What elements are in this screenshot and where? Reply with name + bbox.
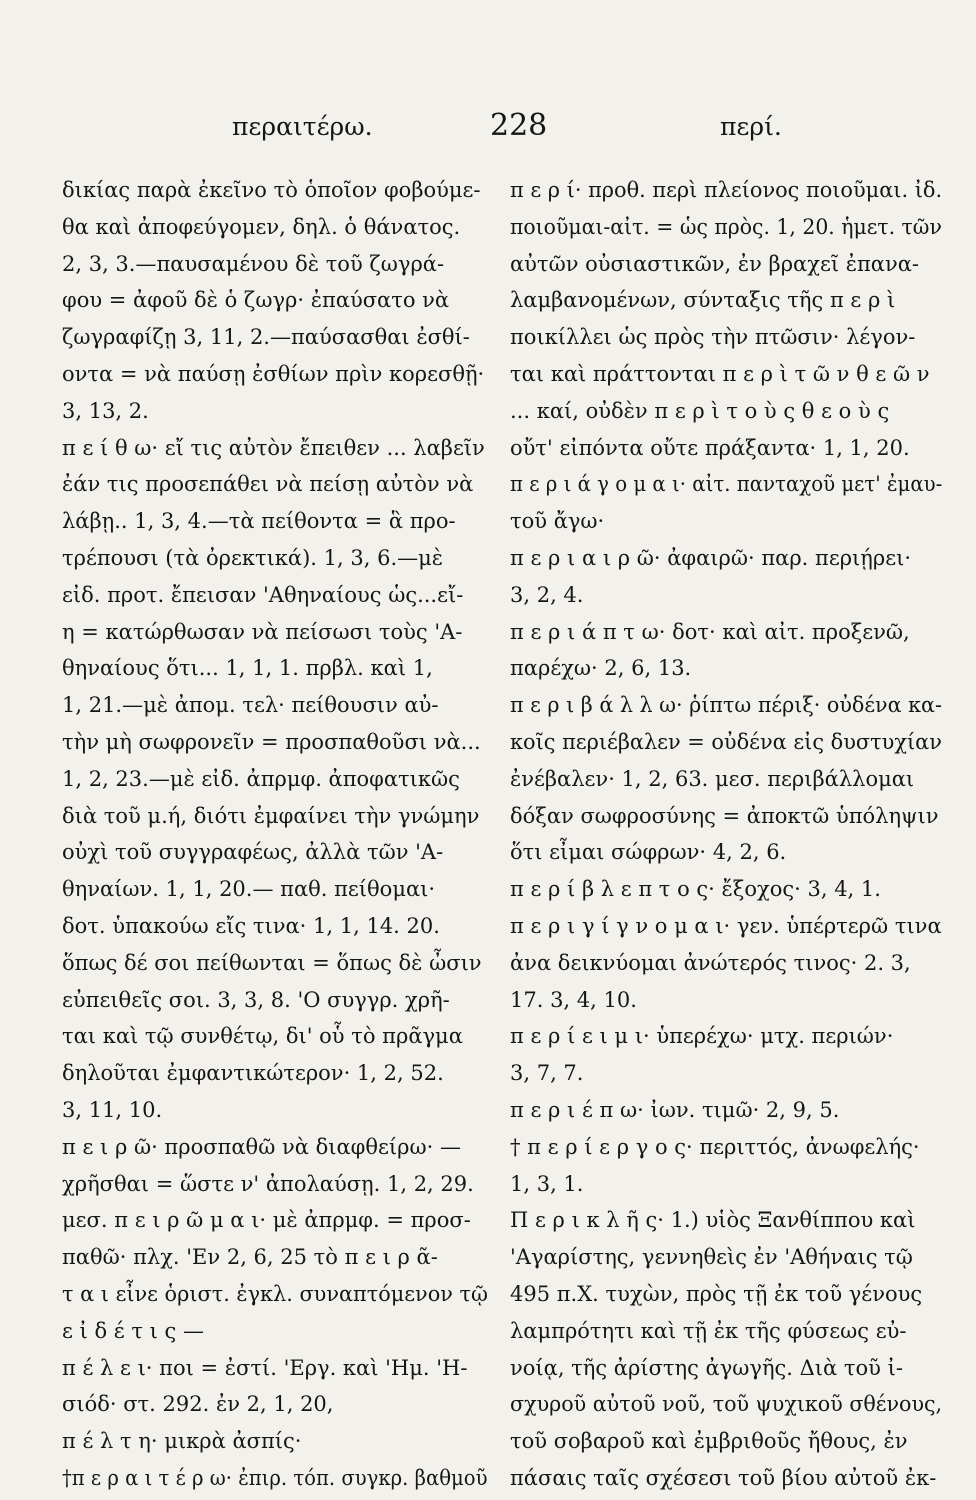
- text-line: ἀνα δεικνύομαι ἀνώτερός τινος· 2. 3,: [510, 950, 911, 975]
- text-line: 495 π.Χ. τυχὼν, πρὸς τῇ ἐκ τοῦ γένους: [510, 1281, 923, 1306]
- text-line: εἰδ. προτ. ἔπεισαν 'Αθηναίους ὡς...εἴ-: [62, 582, 464, 607]
- text-line: 2, 3, 3.—παυσαμένου δὲ τοῦ ζωγρά-: [62, 251, 445, 276]
- text-line: χρῆσθαι = ὥστε ν' ἀπολαύσῃ. 1, 2, 29.: [62, 1171, 474, 1196]
- text-line: κοῖς περιέβαλεν = οὐδένα εἰς δυστυχίαν: [510, 729, 942, 754]
- text-line: παθῶ· πλχ. 'Εν 2, 6, 25 τὸ π ε ι ρ ᾶ-: [62, 1245, 438, 1270]
- right-column: [510, 172, 942, 1497]
- text-line: 3, 13, 2.: [62, 398, 149, 423]
- text-line: π ε ρ ί β λ ε π τ ο ς· ἔξοχος· 3, 4, 1.: [510, 877, 881, 902]
- text-line: ὅτι εἶμαι σώφρων· 4, 2, 6.: [510, 840, 787, 865]
- text-line: π ε ρ ί ε ι μ ι· ὑπερέχω· μτχ. περιών·: [510, 1024, 894, 1049]
- text-line: ποιοῦμαι-αἰτ. = ὡς πρὸς. 1, 20. ἡμετ. τῶν: [510, 214, 942, 239]
- text-line: τρέπουσι (τὰ ὀρεκτικά). 1, 3, 6.—μὲ: [62, 545, 444, 570]
- text-line: π ε ί θ ω· εἴ τις αὐτὸν ἔπειθεν ... λαβεῖν: [62, 435, 485, 460]
- text-line: φου = ἀφοῦ δὲ ὁ ζωγρ· ἐπαύσατο νὰ: [62, 288, 450, 313]
- text-line: δοτ. ὑπακούω εἴς τινα· 1, 1, 14. 20.: [62, 913, 440, 938]
- text-line: ται καὶ πράττονται π ε ρ ὶ τ ῶ ν θ ε ῶ ν: [510, 361, 930, 386]
- text-line: τὴν μὴ σωφρονεῖν = προσπαθοῦσι νὰ...: [62, 729, 481, 754]
- text-line: αὐτῶν οὐσιαστικῶν, ἐν βραχεῖ ἐπανα-: [510, 251, 920, 276]
- text-line: δικίας παρὰ ἐκεῖνο τὸ ὁποῖον φοβούμε-: [62, 178, 481, 202]
- text-line: 1, 21.—μὲ ἀπομ. τελ· πείθουσιν αὐ-: [62, 693, 439, 718]
- text-line: 3, 7, 7.: [510, 1061, 584, 1086]
- text-line: ποικίλλει ὡς πρὸς τὴν πτῶσιν· λέγον-: [510, 325, 916, 350]
- text-line: ζωγραφίζῃ 3, 11, 2.—παύσασθαι ἐσθί-: [62, 325, 470, 350]
- text-line: θηναίους ὅτι... 1, 1, 1. πρβλ. καὶ 1,: [62, 656, 433, 681]
- text-line: δόξαν σωφροσύνης = ἀποκτῶ ὑπόληψιν: [510, 803, 939, 828]
- text-line: διὰ τοῦ μ.ή, διότι ἐμφαίνει τὴν γνώμην: [62, 803, 480, 828]
- text-line: σχυροῦ αὐτοῦ νοῦ, τοῦ ψυχικοῦ σθένους,: [510, 1392, 943, 1417]
- text-line: πάσαις ταῖς σχέσεσι τοῦ βίου αὐτοῦ ἐκ-: [510, 1465, 937, 1490]
- text-line: 1, 2, 23.—μὲ εἰδ. ἀπρμφ. ἀποφατικῶς: [62, 766, 460, 791]
- text-line: ἐάν τις προσεπάθει νὰ πείσῃ αὐτὸν νὰ: [62, 472, 474, 497]
- text-line: τοῦ σοβαροῦ καὶ ἐμβριθοῦς ἤθους, ἐν: [510, 1429, 908, 1454]
- text-line: σιόδ· στ. 292. ἐν 2, 1, 20,: [62, 1392, 334, 1417]
- text-line: π ε ρ ι γ ί γ ν ο μ α ι· γεν. ὑπέρτερῶ τινα: [510, 913, 942, 938]
- text-line: †π ε ρ α ι τ έ ρ ω· ἐπιρ. τόπ. συγκρ. βαθμοῦ: [62, 1465, 488, 1490]
- text-line: Π ε ρ ι κ λ ῆ ς· 1.) υἱὸς Ξανθίππου καὶ: [510, 1208, 916, 1233]
- text-line: εὐπειθεῖς σοι. 3, 3, 8. 'Ο συγγρ. χρῆ-: [62, 987, 450, 1012]
- text-line: νοίᾳ, τῆς ἀρίστης ἀγωγῆς. Διὰ τοῦ ἰ-: [510, 1355, 903, 1380]
- text-line: η = κατώρθωσαν νὰ πείσωσι τοὺς 'Α-: [62, 619, 463, 644]
- text-line: π έ λ τ η· μικρὰ ἀσπίς·: [62, 1429, 302, 1454]
- text-line: ... καί, οὐδὲν π ε ρ ὶ τ ο ὺ ς θ ε ο ὺ ς: [510, 398, 890, 423]
- text-line: 1, 3, 1.: [510, 1171, 584, 1196]
- text-line: θηναίων. 1, 1, 20.— παθ. πείθομαι·: [62, 877, 436, 902]
- text-line: μεσ. π ε ι ρ ῶ μ α ι· μὲ ἀπρμφ. = προσ-: [62, 1208, 471, 1233]
- text-line: 3, 11, 10.: [62, 1097, 163, 1122]
- text-line: π ε ρ ι α ι ρ ῶ· ἀφαιρῶ· παρ. περιῄρει·: [510, 545, 911, 570]
- text-line: παρέχω· 2, 6, 13.: [510, 656, 692, 681]
- text-line: λαμβανομένων, σύνταξις τῆς π ε ρ ὶ: [510, 288, 896, 313]
- text-line: π ε ι ρ ῶ· προσπαθῶ νὰ διαφθείρω· —: [62, 1134, 461, 1159]
- text-line: δηλοῦται ἐμφαντικώτερον· 1, 2, 52.: [62, 1061, 444, 1086]
- text-line: ὅπως δέ σοι πείθωνται = ὅπως δὲ ὦσιν: [62, 950, 482, 975]
- left-column: [62, 172, 488, 1497]
- page-number: 228: [490, 108, 548, 143]
- text-line: λαμπρότητι καὶ τῇ ἐκ τῆς φύσεως εὐ-: [510, 1318, 907, 1343]
- text-line: 17. 3, 4, 10.: [510, 987, 637, 1012]
- text-line: ται καὶ τῷ συνθέτῳ, δι' οὗ τὸ πρᾶγμα: [62, 1024, 463, 1049]
- text-line: π ε ρ ι β ά λ λ ω· ῥίπτω πέριξ· οὐδένα κα-: [510, 693, 942, 718]
- text-line: λάβῃ.. 1, 3, 4.—τὰ πείθοντα = ἃ προ-: [62, 509, 456, 534]
- text-line: οὔτ' εἰπόντα οὔτε πράξαντα· 1, 1, 20.: [510, 435, 910, 460]
- text-line: οντα = νὰ παύσῃ ἐσθίων πρὶν κορεσθῇ·: [62, 361, 485, 386]
- text-line: ε ἰ δ έ τ ι ς —: [62, 1318, 204, 1343]
- text-line: 3, 2, 4.: [510, 582, 584, 607]
- text-line: π ε ρ ι ά γ ο μ α ι· αἰτ. πανταχοῦ μετ' ἐμαυ-: [510, 472, 942, 497]
- text-line: π ε ρ ί· προθ. περὶ πλείονος ποιοῦμαι. ἰδ.: [510, 178, 942, 202]
- header-left-guide-word: περαιτέρω.: [232, 112, 373, 141]
- text-line: τοῦ ἄγω·: [510, 509, 605, 534]
- text-line: θα καὶ ἀποφεύγομεν, δηλ. ὁ θάνατος.: [62, 214, 461, 239]
- header-right-guide-word: περί.: [720, 112, 782, 141]
- page-header: [0, 108, 976, 152]
- text-line: οὐχὶ τοῦ συγγραφέως, ἀλλὰ τῶν 'Α-: [62, 840, 444, 865]
- text-line: τ α ι εἶνε ὁριστ. ἐγκλ. συναπτόμενον τῷ: [62, 1281, 488, 1306]
- text-line: π ε ρ ι έ π ω· ἰων. τιμῶ· 2, 9, 5.: [510, 1097, 840, 1122]
- text-line: ἐνέβαλεν· 1, 2, 63. μεσ. περιβάλλομαι: [510, 766, 915, 791]
- text-line: π έ λ ε ι· ποι = ἐστί. 'Εργ. καὶ 'Ημ. 'Η-: [62, 1355, 468, 1380]
- text-line: † π ε ρ ί ε ρ γ ο ς· περιττός, ἀνωφελής·: [510, 1134, 920, 1159]
- text-line: π ε ρ ι ά π τ ω· δοτ· καὶ αἰτ. προξενῶ,: [510, 619, 910, 644]
- text-line: 'Αγαρίστης, γεννηθεὶς ἐν 'Αθήναις τῷ: [510, 1245, 913, 1270]
